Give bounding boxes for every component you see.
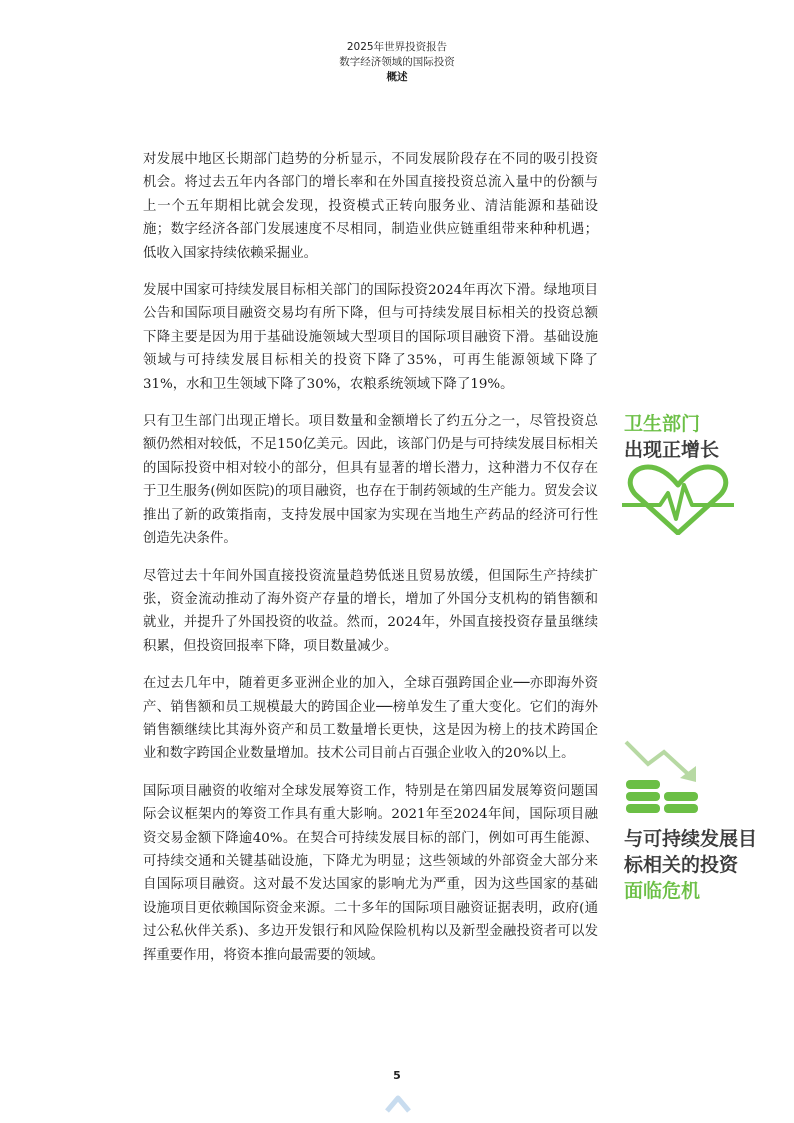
report-title: 2025年世界投资报告 bbox=[346, 41, 448, 53]
paragraph-4: 尽管过去十年间外国直接投资流量趋势低迷且贸易放缓，但国际生产持续扩张，资金流动推动了海外资产存量的增长，增加了外国分支机构的销售额和就业，并提升了外国投资的收益。然而，2024年，外国直接投资存量虽继续积累，但投资回报率下降，项目数量减少。 bbox=[143, 568, 598, 654]
coins-decline-icon bbox=[624, 738, 724, 816]
callout-sdg-investment bbox=[624, 826, 757, 904]
main-text bbox=[143, 148, 598, 981]
callout-sdg-line2: 标相关的投资 bbox=[624, 854, 739, 876]
callout-health-line1: 卫生部门 bbox=[624, 413, 701, 435]
page-header bbox=[0, 40, 794, 85]
paragraph-5: 在过去几年中，随着更多亚洲企业的加入，全球百强跨国企业──亦即海外资产、销售额和员工规模最大的跨国企业──榜单发生了重大变化。它们的海外销售额继续比其海外资产和员工数量增长更快，这是因为榜上的技术跨国企业和数字跨国企业数量增加。技术公司目前占百强企业收入的20%以上。 bbox=[143, 676, 598, 762]
page-number: 5 bbox=[393, 1069, 401, 1082]
scroll-top-icon[interactable] bbox=[384, 1092, 412, 1114]
callout-health bbox=[624, 411, 719, 463]
callout-health-line2: 出现正增长 bbox=[624, 439, 720, 461]
paragraph-1: 对发展中地区长期部门趋势的分析显示，不同发展阶段存在不同的吸引投资机会。将过去五年内各部门的增长率和在外国直接投资总流入量中的份额与上一个五年期相比就会发现，投资模式正转向服务业、清洁能源和基础设施；数字经济各部门发展速度不尽相同，制造业供应链重组带来种种机遇；低收入国家持续依赖采掘业。 bbox=[143, 152, 598, 261]
paragraph-3: 只有卫生部门出现正增长。项目数量和金额增长了约五分之一，尽管投资总额仍然相对较低，不足150亿美元。因此，该部门仍是与可持续发展目标相关的国际投资中相对较小的部分，但具有显著的增长潜力，这种潜力不仅存在于卫生服务(例如医院)的项目融资，也存在于制药领域的生产能力。贸发会议推出了新的政策指南，支持发展中国家为实现在当地生产药品的经济可行性创造先决条件。 bbox=[143, 414, 598, 547]
section-title: 概述 bbox=[386, 71, 408, 83]
callout-sdg-line1: 与可持续发展目 bbox=[624, 828, 758, 850]
heart-pulse-icon bbox=[622, 463, 734, 535]
paragraph-6: 国际项目融资的收缩对全球发展筹资工作，特别是在第四届发展筹资问题国际会议框架内的筹资工作具有重大影响。2021年至2024年间，国际项目融资交易金额下降逾40%。在契合可持续发展目标的部门，例如可再生能源、可持续交通和关键基础设施，下降尤为明显；这些领域的外部资金大部分来自国际项目融资。这对最不发达国家的影响尤为严重，因为这些国家的基础设施项目更依赖国际资金来源。二十多年的国际项目融资证据表明，政府(通过公私伙伴关系)、多边开发银行和风险保险机构以及新型金融投资者可以发挥重要作用，将资本推向最需要的领域。 bbox=[143, 783, 598, 963]
callout-sdg-line3: 面临危机 bbox=[624, 880, 701, 902]
paragraph-2: 发展中国家可持续发展目标相关部门的国际投资2024年再次下滑。绿地项目公告和国际项目融资交易均有所下降，但与可持续发展目标相关的投资总额下降主要是因为用于基础设施领域大型项目的国际项目融资下滑。基础设施领域与可持续发展目标相关的投资下降了35%，可再生能源领域下降了31%，水和卫生领域下降了30%，农粮系统领域下降了19%。 bbox=[143, 283, 598, 392]
report-subtitle: 数字经济领域的国际投资 bbox=[339, 56, 455, 68]
